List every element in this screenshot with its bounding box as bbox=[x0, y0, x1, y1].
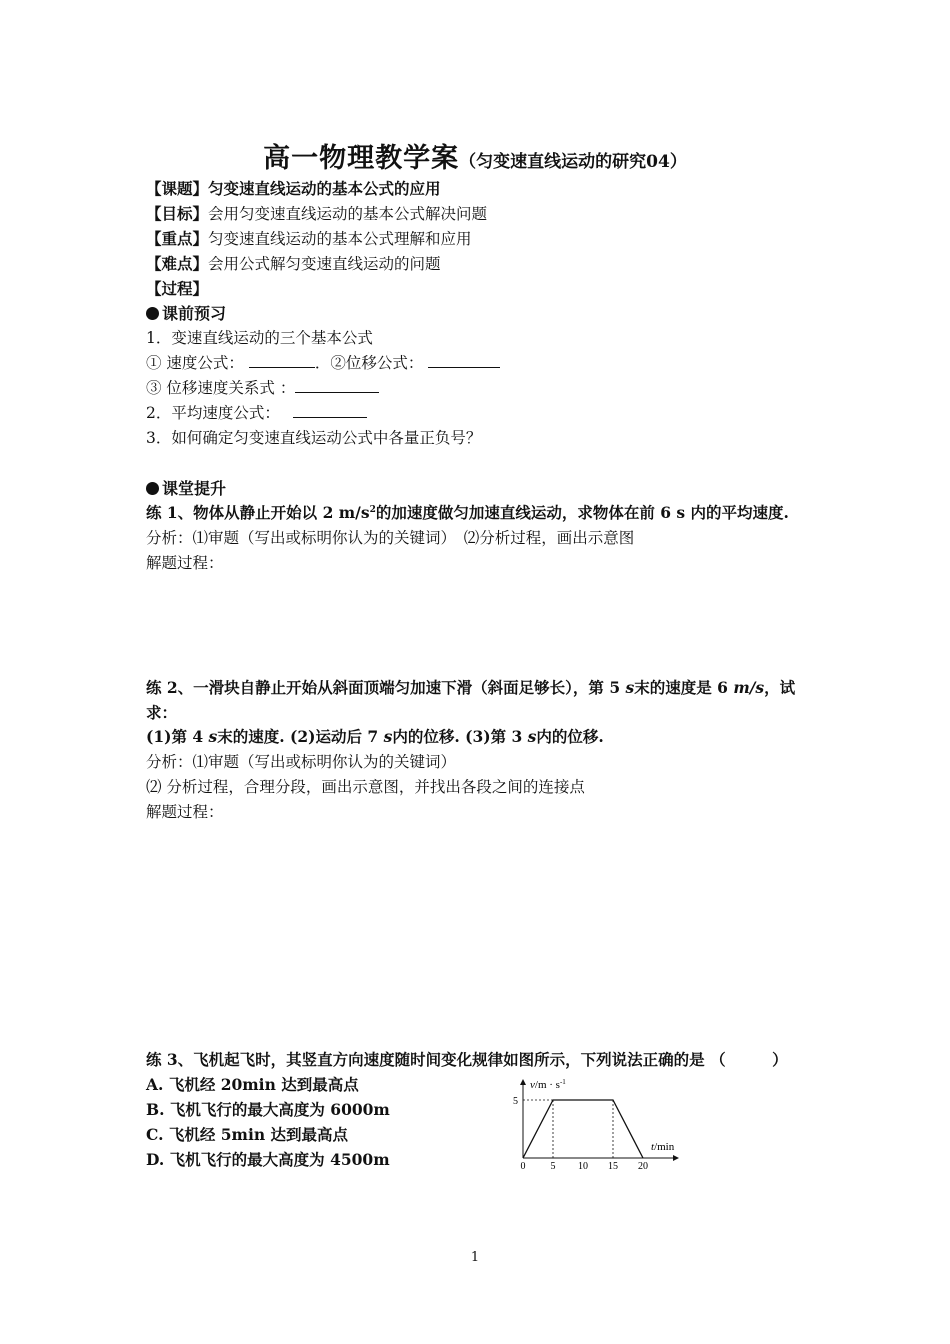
exercise-2-question bbox=[146, 676, 795, 698]
relation-formula-label: ③ 位移速度关系式 ： bbox=[146, 379, 296, 397]
ex2-q-b: 末的速度. (2)运动后 7 bbox=[217, 727, 384, 746]
preview-q1: 1．变速直线运动的三个基本公式 bbox=[146, 329, 373, 347]
bullet-icon bbox=[146, 482, 159, 495]
key-text: 匀变速直线运动的基本公式理解和应用 bbox=[208, 230, 472, 248]
goal-text: 会用匀变速直线运动的基本公式解决问题 bbox=[208, 205, 488, 223]
exercise-2-subquestions bbox=[146, 725, 604, 747]
exercise-1-analysis: 分析：⑴审题（写出或标明你认为的关键词） ⑵分析过程，画出示意图 bbox=[146, 529, 635, 547]
x-tick-label-15: 15 bbox=[608, 1161, 618, 1172]
average-velocity-label: 2．平均速度公式： bbox=[146, 404, 280, 422]
velocity-formula-label: ① 速度公式： bbox=[146, 354, 244, 372]
ex2-text-a: 练 2、一滑块自静止开始从斜面顶端匀加速下滑（斜面足够长），第 5 bbox=[146, 678, 626, 697]
x-tick-label-5: 5 bbox=[550, 1161, 556, 1172]
y-tick-label-5: 5 bbox=[513, 1096, 518, 1107]
exercise-2-analysis-1: 分析：⑴审题（写出或标明你认为的关键词） bbox=[146, 753, 457, 771]
topic-text: 匀变速直线运动的基本公式的应用 bbox=[208, 179, 441, 198]
process-label: 【过程】 bbox=[146, 279, 209, 298]
series-line bbox=[523, 1100, 643, 1158]
ex2-unit-ms: m/s bbox=[733, 678, 765, 697]
page-number: 1 bbox=[470, 1250, 480, 1265]
ex2-unit-s: s bbox=[208, 727, 218, 746]
x-tick-label-0: 0 bbox=[520, 1161, 526, 1172]
option-d[interactable]: D. 飞机飞行的最大高度为 4500m bbox=[146, 1150, 390, 1169]
ex2-unit-s: s bbox=[527, 727, 537, 746]
bullet-icon bbox=[146, 307, 159, 320]
preview-heading bbox=[146, 301, 226, 324]
preview-heading-text: 课前预习 bbox=[162, 304, 227, 323]
velocity-time-chart bbox=[505, 1076, 695, 1176]
topic-line bbox=[146, 177, 441, 199]
ex1-text-a: 练 1、物体从静止开始以 2 m/s bbox=[146, 503, 370, 522]
ex2-unit-s: s bbox=[383, 727, 393, 746]
difficulty-text: 会用公式解匀变速直线运动的问题 bbox=[208, 255, 441, 273]
exercise-1-solution: 解题过程： bbox=[146, 554, 224, 572]
formula-line-1 bbox=[146, 351, 500, 373]
classroom-heading bbox=[146, 476, 226, 499]
option-a[interactable]: A. 飞机经 20min 达到最高点 bbox=[146, 1075, 359, 1094]
ex1-superscript: 2 bbox=[369, 504, 376, 515]
difficulty-line bbox=[146, 252, 441, 274]
ex2-text-b: 末的速度是 6 bbox=[634, 678, 734, 697]
ex2-unit-s: s bbox=[625, 678, 635, 697]
key-line bbox=[146, 227, 472, 249]
exercise-2-question-cont: 求： bbox=[146, 703, 178, 722]
x-axis-label: t/min bbox=[651, 1141, 675, 1153]
option-b[interactable]: B. 飞机飞行的最大高度为 6000m bbox=[146, 1100, 390, 1119]
x-tick-label-10: 10 bbox=[578, 1161, 588, 1172]
ex2-text-c: ，试 bbox=[764, 678, 796, 697]
exercise-3-question: 练 3、飞机起飞时，其竖直方向速度随时间变化规律如图所示，下列说法正确的是 （ ） bbox=[146, 1050, 788, 1069]
ex2-q-a: (1)第 4 bbox=[146, 727, 209, 746]
formula-line-2 bbox=[146, 376, 379, 398]
velocity-formula-blank[interactable] bbox=[249, 353, 315, 368]
y-axis-arrow-icon bbox=[520, 1079, 526, 1085]
goal-line bbox=[146, 202, 487, 224]
goal-label: 【目标】 bbox=[146, 204, 209, 223]
displacement-formula-label: ②位移公式： bbox=[330, 354, 424, 372]
classroom-heading-text: 课堂提升 bbox=[162, 479, 227, 498]
y-axis-label: $v/m \cdot s^{-1}$ bbox=[530, 1078, 566, 1091]
title-main: 高一物理教学案 bbox=[263, 143, 460, 174]
exercise-2-solution: 解题过程： bbox=[146, 803, 224, 821]
x-axis-arrow-icon bbox=[673, 1155, 679, 1161]
relation-formula-blank[interactable] bbox=[295, 378, 379, 393]
preview-q3: 3．如何确定匀变速直线运动公式中各量正负号？ bbox=[146, 429, 482, 447]
ex2-q-d: 内的位移. bbox=[536, 727, 604, 746]
formula-separator: ． bbox=[314, 354, 331, 372]
topic-label: 【课题】 bbox=[146, 179, 209, 198]
option-c[interactable]: C. 飞机经 5min 达到最高点 bbox=[146, 1125, 348, 1144]
exercise-2-analysis-2: ⑵ 分析过程，合理分段，画出示意图，并找出各段之间的连接点 bbox=[146, 778, 585, 796]
preview-q2 bbox=[146, 401, 367, 423]
x-tick-label-20: 20 bbox=[638, 1161, 648, 1172]
ex2-q-c: 内的位移. (3)第 3 bbox=[392, 727, 528, 746]
page-title bbox=[0, 136, 950, 175]
difficulty-label: 【难点】 bbox=[146, 254, 209, 273]
displacement-formula-blank[interactable] bbox=[428, 353, 500, 368]
ex1-text-b: 的加速度做匀加速直线运动，求物体在前 6 s 内的平均速度. bbox=[375, 503, 789, 522]
title-subtitle: （匀变速直线运动的研究04） bbox=[459, 152, 687, 172]
average-velocity-blank[interactable] bbox=[293, 403, 367, 418]
exercise-1-question bbox=[146, 501, 789, 523]
key-label: 【重点】 bbox=[146, 229, 209, 248]
